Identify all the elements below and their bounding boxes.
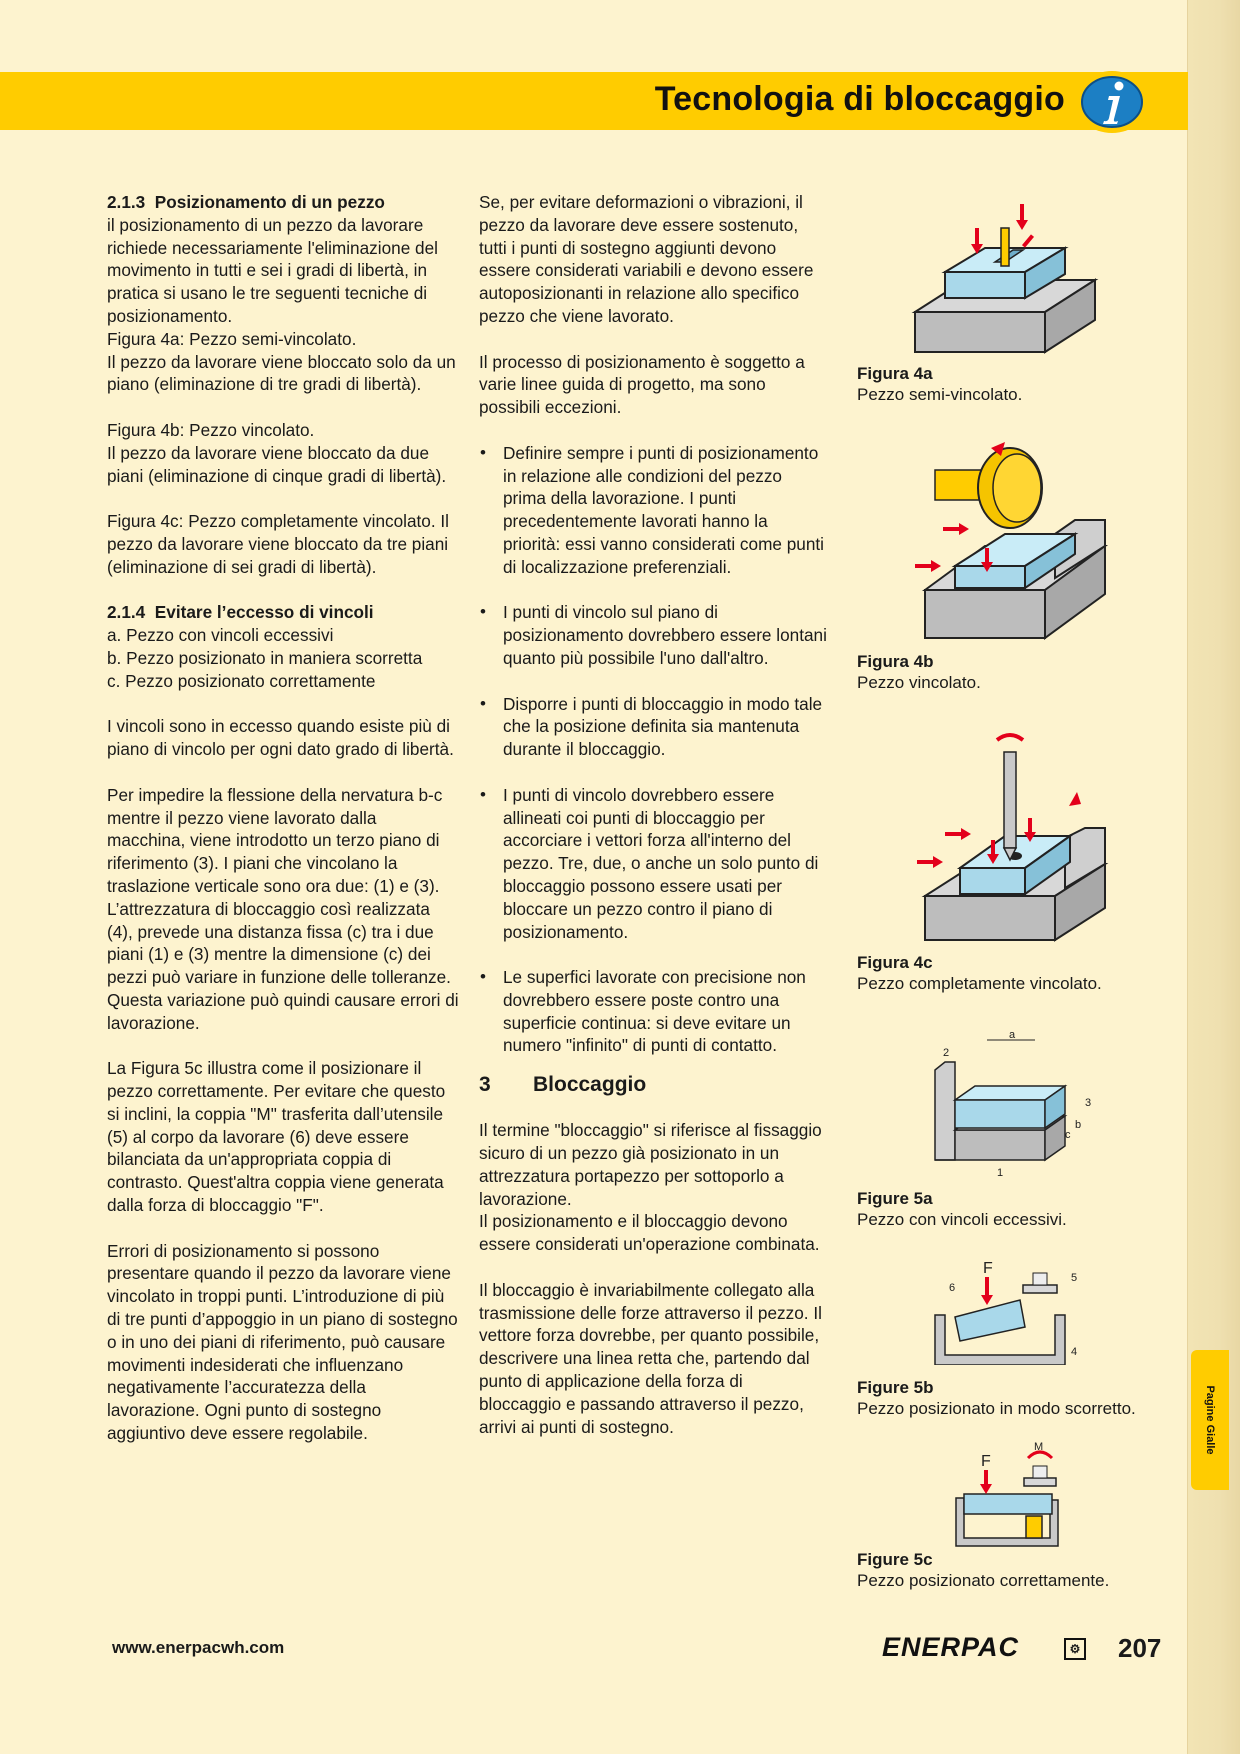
list-item: c. Pezzo posizionato correttamente bbox=[107, 670, 376, 691]
figure-5b-illustration bbox=[925, 1255, 1095, 1365]
side-tab bbox=[1191, 1350, 1229, 1490]
list-item: a. Pezzo con vincoli eccessivi bbox=[107, 625, 334, 646]
section-title: Evitare l’eccesso di vincoli bbox=[154, 602, 374, 623]
footer-url: www.enerpacwh.com bbox=[112, 1638, 285, 1657]
paragraph bbox=[107, 419, 459, 442]
figure-caption-text: Pezzo posizionato correttamente. bbox=[857, 1571, 1110, 1590]
section-number: 2.1.3 bbox=[107, 192, 146, 212]
figure-reference: Figura 4c: bbox=[107, 511, 184, 532]
part-number-2: 2 bbox=[943, 1047, 950, 1059]
dimension-label-b: b bbox=[1075, 1119, 1082, 1131]
bullet-item: • Definire sempre i punti di posizionamento in relazione alle condizioni del pezzo prima della lavorazione. I punti precedentemente lavorati hanno la priorità: essi vanno considerati come punti di localizzazione preferenziali. bbox=[479, 442, 829, 579]
figure-caption-text: Pezzo semi-vincolato. bbox=[857, 385, 1023, 404]
column-left bbox=[107, 191, 459, 1445]
part-number-4: 4 bbox=[1071, 1346, 1078, 1358]
info-icon bbox=[1073, 69, 1151, 135]
column-middle bbox=[479, 191, 829, 1438]
paragraph: Per impedire la flessione della nervatura b-c mentre il pezzo viene lavorato dalla macchina, viene introdotto un terzo piano di riferimento (3). I piani che vincolano la traslazione verticale sono ora due: (1) e (3). L’attrezzatura di bloccaggio così realizzata (4), prevede una distanza fissa (c) tra i due piani (1) e (3) mentre la dimensione (c) dei pezzi può variare in funzione delle tolleranze. Questa variazione può quindi causare errori di lavorazione. bbox=[107, 784, 459, 1033]
figure-label: Figura 4b bbox=[857, 652, 934, 671]
brand-mark-icon: ⚙ bbox=[1064, 1638, 1086, 1660]
force-arrow bbox=[917, 856, 943, 868]
figure-4c-caption bbox=[857, 952, 1102, 994]
figure-5b-caption bbox=[857, 1377, 1136, 1419]
figure-caption-text: Pezzo completamente vincolato. bbox=[857, 974, 1102, 993]
paragraph: La Figura 5c illustra come il posizionare il pezzo correttamente. Per evitare che questo si inclini, la coppia "M" trasferita dall’utensile (5) al corpo da lavorare (6) deve essere bilanciata da un'appropriata coppia di contrasto. Quest'altra coppia viene generata dalla forza di bloccaggio "F". bbox=[107, 1058, 446, 1216]
figure-label: Figure 5c bbox=[857, 1550, 933, 1569]
figure-caption-text: Pezzo con vincoli eccessivi. bbox=[857, 1210, 1067, 1229]
figure-4b-illustration bbox=[905, 438, 1115, 648]
paragraph: Il posizionamento e il bloccaggio devono essere considerati un'operazione combinata. bbox=[479, 1211, 820, 1255]
paragraph: Il pezzo da lavorare viene bloccato da due piani (eliminazione di cinque gradi di libertà). bbox=[107, 442, 447, 486]
force-arrow bbox=[945, 828, 971, 840]
force-arrow bbox=[980, 1470, 992, 1494]
paragraph bbox=[107, 510, 459, 578]
page-title: Tecnologia di bloccaggio bbox=[654, 80, 1065, 118]
page-edge-strip bbox=[1187, 0, 1240, 1754]
bullet-item: • I punti di vincolo sul piano di posizionamento dovrebbero essere lontani quanto più possibile l'uno dall'altro. bbox=[479, 601, 829, 669]
force-arrow bbox=[981, 1277, 993, 1305]
dimension-label-a: a bbox=[1009, 1030, 1016, 1041]
force-arrow bbox=[943, 523, 969, 535]
side-tab-label: Pagine Gialle bbox=[1204, 1385, 1216, 1455]
section-title: Posizionamento di un pezzo bbox=[154, 192, 385, 212]
paragraph: Il pezzo da lavorare viene bloccato solo da un piano (eliminazione di tre gradi di libertà). bbox=[107, 351, 456, 395]
section-2-1-3-heading bbox=[107, 191, 459, 214]
bullet-item: • Le superfici lavorate con precisione non dovrebbero essere poste contro una superficie continua: si deve evitare un numero "infinito" di punti di contatto. bbox=[479, 966, 829, 1057]
paragraph: Errori di posizionamento si possono presentare quando il pezzo da lavorare viene vincolato in troppi punti. L’introduzione di più di tre punti d’appoggio in un piano di sostegno o in uno dei piani di riferimento, può causare movimenti indesiderati che influenzano negativamente l’accuratezza della lavorazione. Ogni punto di sostegno aggiuntivo deve essere regolabile. bbox=[107, 1240, 458, 1444]
figure-reference-text: Pezzo completamente vincolato. Il pezzo da lavorare viene bloccato da tre piani (eliminazione di sei gradi di libertà). bbox=[107, 511, 450, 577]
force-label-f: F bbox=[981, 1453, 991, 1470]
figure-caption-text: Pezzo vincolato. bbox=[857, 673, 981, 692]
paragraph: Il bloccaggio è invariabilmente collegato alla trasmissione delle forze attraverso il pezzo. Il vettore forza dovrebbe, per quanto possibile, descrivere una linea retta che, partendo dal punto di applicazione della forza di bloccaggio e passando attraverso il pezzo, arrivi ai punti di sostegno. bbox=[479, 1279, 822, 1437]
figure-5c-illustration bbox=[950, 1440, 1070, 1550]
section-2-1-4-heading bbox=[107, 601, 459, 624]
section-number: 2.1.4 bbox=[107, 602, 146, 623]
paragraph: il posizionamento di un pezzo da lavorare richiede necessariamente l'eliminazione del movimento in tutti e sei i gradi di libertà, in pratica si usano le tre seguenti tecniche di posizionamento. bbox=[107, 214, 438, 326]
dimension-label-c: c bbox=[1065, 1129, 1071, 1141]
figure-4a-illustration bbox=[905, 200, 1105, 360]
figure-reference: Figura 4b bbox=[107, 419, 180, 440]
section-3-heading bbox=[479, 1071, 829, 1099]
brand-logo: ENERPAC bbox=[882, 1632, 1020, 1662]
bullet-item: • I punti di vincolo dovrebbero essere allineati coi punti di bloccaggio per accorciare i vettori forza all'interno del pezzo. Tre, due, o anche un solo punto di bloccaggio possono essere usati per bloccare un pezzo contro il piano di posizionamento. bbox=[479, 784, 829, 944]
section-title: Bloccaggio bbox=[533, 1073, 647, 1097]
figure-caption-text: Pezzo posizionato in modo scorretto. bbox=[857, 1399, 1136, 1418]
figure-5a-caption bbox=[857, 1188, 1067, 1230]
part-number-5: 5 bbox=[1071, 1272, 1078, 1284]
part-number-3: 3 bbox=[1085, 1097, 1092, 1109]
moment-label-m: M bbox=[1034, 1441, 1044, 1453]
figure-4c-illustration bbox=[905, 728, 1115, 948]
figure-label: Figure 5b bbox=[857, 1378, 934, 1397]
part-number-6: 6 bbox=[949, 1282, 956, 1294]
force-arrow bbox=[1022, 234, 1034, 247]
force-label-f: F bbox=[983, 1260, 993, 1277]
figure-reference-text: : Pezzo semi-vincolato. bbox=[179, 328, 357, 349]
paragraph: Se, per evitare deformazioni o vibrazioni, il pezzo da lavorare deve essere sostenuto, tutti i punti di sostegno aggiunti devono essere considerati variabili e devono essere autoposizionanti in relazione allo specifico pezzo che viene lavorato. bbox=[479, 192, 814, 326]
page-number: 207 bbox=[1118, 1633, 1162, 1663]
paragraph bbox=[107, 328, 459, 351]
figure-label: Figura 4a bbox=[857, 364, 933, 383]
figure-5a-illustration bbox=[925, 1030, 1105, 1180]
part-number-1: 1 bbox=[997, 1167, 1004, 1179]
figure-label: Figura 4c bbox=[857, 953, 933, 972]
force-arrow bbox=[915, 560, 941, 572]
figure-4b-caption bbox=[857, 651, 981, 693]
paragraph: Il processo di posizionamento è soggetto a varie linee guida di progetto, ma sono possibili eccezioni. bbox=[479, 351, 805, 418]
force-arrow bbox=[1016, 204, 1028, 230]
force-arrow bbox=[1069, 792, 1081, 806]
paragraph: Il termine "bloccaggio" si riferisce al fissaggio sicuro di un pezzo già posizionato in un attrezzatura portapezzo per sottoporlo a lavorazione. bbox=[479, 1120, 822, 1209]
list-item: b. Pezzo posizionato in maniera scorretta bbox=[107, 647, 423, 668]
figure-reference: Figura 4a bbox=[107, 328, 180, 349]
bullet-item: • Disporre i punti di bloccaggio in modo tale che la posizione definita sia mantenuta durante il bloccaggio. bbox=[479, 693, 829, 761]
figure-4a-caption bbox=[857, 363, 1022, 405]
section-number: 3 bbox=[479, 1073, 491, 1097]
figure-5c-caption bbox=[857, 1549, 1109, 1591]
figure-label: Figure 5a bbox=[857, 1189, 933, 1208]
figure-reference-text: : Pezzo vincolato. bbox=[179, 419, 315, 440]
paragraph: I vincoli sono in eccesso quando esiste più di piano di vincolo per ogni dato grado di libertà. bbox=[107, 716, 454, 760]
